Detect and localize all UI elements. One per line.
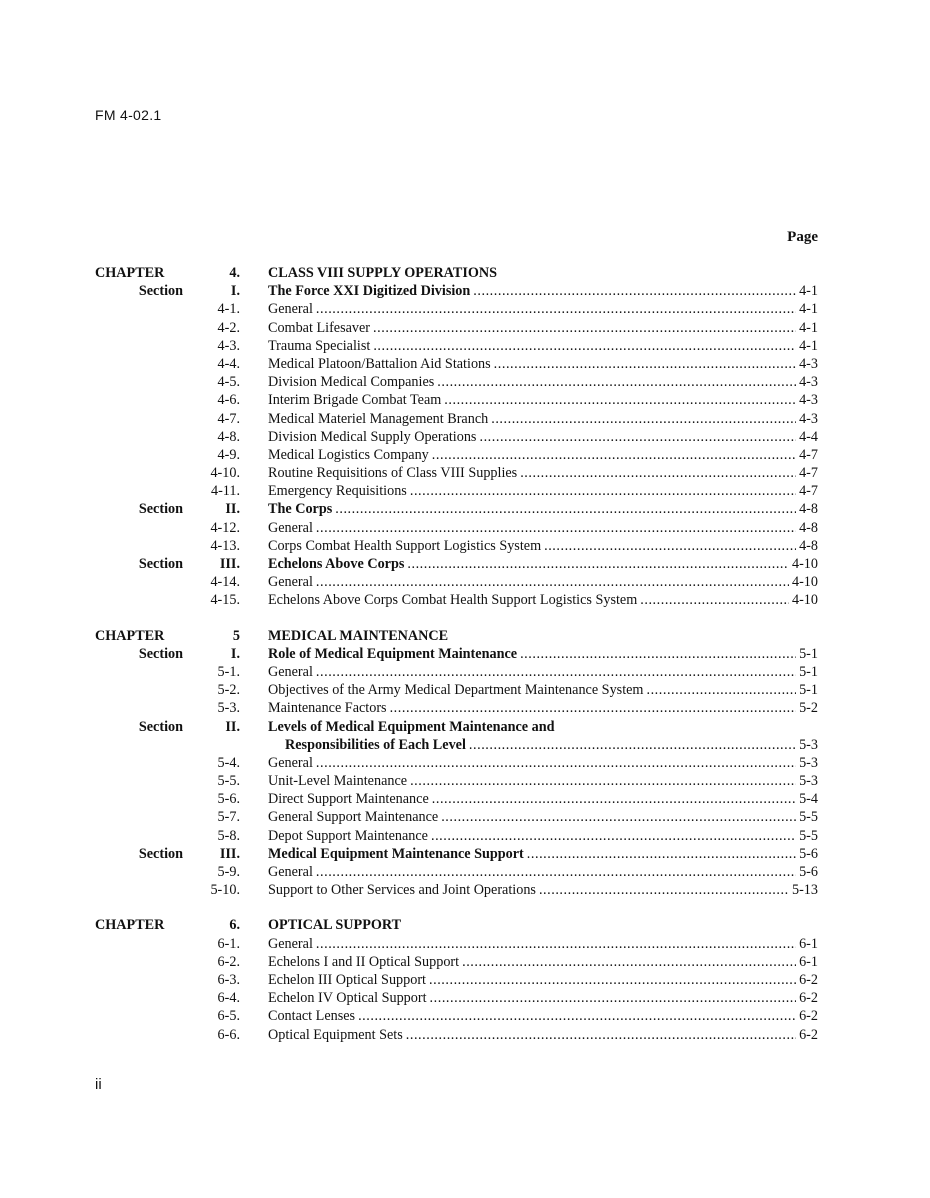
- dot-leader: [444, 391, 796, 409]
- toc-number: 4-7.: [217, 410, 240, 427]
- toc-row-para: [0, 808, 930, 826]
- dot-leader: [527, 845, 796, 863]
- toc-row-section: [0, 645, 930, 663]
- toc-entry-page: 5-1: [799, 682, 818, 699]
- toc-number: 6-1.: [217, 935, 240, 952]
- toc-entry-title: Role of Medical Equipment Maintenance: [268, 645, 518, 662]
- toc-entry-page: 5-5: [799, 827, 818, 844]
- toc-entry: [268, 971, 818, 989]
- toc-entry-page: 5-6: [799, 864, 818, 880]
- section-label: Section: [138, 845, 183, 862]
- toc-number: 4-2.: [217, 319, 240, 336]
- toc-entry-page: 5-6: [799, 845, 818, 862]
- toc-entry-title: General: [268, 754, 313, 771]
- toc-number: I.: [230, 645, 240, 662]
- toc-number: III.: [219, 556, 240, 572]
- toc-number: 4.: [229, 265, 240, 281]
- toc-row-para: [0, 827, 930, 845]
- toc-number: 5: [232, 627, 240, 644]
- toc-number: 4-14.: [210, 574, 240, 591]
- toc-entry-title: General: [268, 935, 313, 952]
- toc-number: 5-7.: [217, 809, 240, 826]
- toc-entry-page: 5-3: [799, 754, 818, 771]
- toc-entry-title: Objectives of the Army Medical Department Maintenance System: [268, 682, 644, 699]
- toc-entry-title: The Corps: [268, 501, 333, 518]
- toc-row-chapter: [0, 916, 930, 934]
- toc-number: 4-4.: [217, 355, 240, 372]
- toc-entry-page: 5-2: [799, 700, 818, 717]
- toc-row-para: [0, 989, 930, 1007]
- toc-entry: [268, 319, 818, 337]
- toc-number: 6-5.: [217, 1008, 240, 1025]
- toc-entry: [268, 772, 818, 790]
- toc-entry: [268, 591, 818, 609]
- toc-entry-page: 6-2: [799, 990, 818, 1007]
- toc-row-section: [0, 282, 930, 300]
- toc-entry-title: Corps Combat Health Support Logistics System: [268, 537, 542, 554]
- toc-entry: [268, 464, 818, 482]
- dot-leader: [473, 282, 796, 300]
- toc-row-para: [0, 482, 930, 500]
- dot-leader: [373, 319, 796, 337]
- toc-row-para: [0, 446, 930, 464]
- toc-number: 4-6.: [217, 392, 240, 409]
- toc-row-para: [0, 754, 930, 772]
- toc-row-para: [0, 355, 930, 373]
- toc-entry: [268, 699, 818, 717]
- toc-entry-page: 5-3: [799, 736, 818, 753]
- toc-row-para: [0, 935, 930, 953]
- toc-entry: [268, 989, 818, 1007]
- toc-entry-title: General: [268, 864, 313, 880]
- toc-entry: [268, 663, 818, 681]
- toc-row-para: [0, 391, 930, 409]
- toc-entry: [268, 373, 818, 391]
- toc-entry-page: 4-4: [799, 428, 818, 445]
- toc-row-para: [0, 863, 930, 881]
- toc-entry: [268, 337, 818, 355]
- toc-entry-title: Medical Logistics Company: [268, 446, 429, 463]
- chapter-label: CHAPTER: [95, 265, 165, 281]
- toc-number: 4-8.: [217, 428, 240, 445]
- toc-number: 5-10.: [210, 882, 240, 899]
- dot-leader: [479, 428, 796, 446]
- toc-entry: [268, 718, 818, 736]
- toc-entry-title: Echelon III Optical Support: [268, 971, 426, 988]
- chapter-label: CHAPTER: [95, 627, 165, 644]
- toc-number: 6-6.: [217, 1026, 240, 1043]
- toc-entry: [268, 537, 818, 555]
- toc-row-section: [0, 500, 930, 518]
- toc-row-section-cont: [0, 736, 930, 754]
- toc-row-chapter: [0, 264, 930, 282]
- toc-entry: [268, 410, 818, 428]
- toc-entry: [268, 519, 818, 537]
- toc-entry-title: Responsibilities of Each Level: [285, 736, 466, 753]
- toc-number: II.: [225, 718, 240, 735]
- toc-entry-page: 4-1: [799, 301, 818, 318]
- dot-leader: [316, 300, 796, 318]
- section-label: Section: [138, 718, 183, 735]
- toc-number: 5-2.: [217, 682, 240, 699]
- dot-leader: [539, 881, 789, 899]
- toc-entry-title: Maintenance Factors: [268, 700, 387, 717]
- toc-entry: [268, 391, 818, 409]
- page-column-heading: Page: [787, 229, 818, 245]
- toc-entry-title: General Support Maintenance: [268, 809, 439, 826]
- toc-entry: [268, 845, 818, 863]
- toc-entry: [268, 627, 818, 645]
- toc-row-para: [0, 663, 930, 681]
- dot-leader: [469, 736, 796, 754]
- toc-entry: [268, 355, 818, 373]
- toc-entry-title: Medical Platoon/Battalion Aid Stations: [268, 355, 491, 372]
- toc-row-para: [0, 373, 930, 391]
- toc-entry-page: 4-10: [791, 574, 818, 591]
- toc-row-section-head: [0, 718, 930, 736]
- toc-row-para: [0, 772, 930, 790]
- toc-entry-page: 6-2: [799, 1008, 818, 1025]
- toc-number: 6-3.: [217, 971, 240, 988]
- toc-entry-page: 4-3: [799, 410, 818, 427]
- toc-entry-title: General: [268, 301, 313, 318]
- toc-entry-page: 5-3: [799, 773, 818, 790]
- toc-entry: [268, 282, 818, 300]
- toc-number: I.: [230, 283, 240, 300]
- toc-entry-page: 4-7: [799, 446, 818, 463]
- dot-leader: [373, 337, 796, 355]
- toc-entry-title: Medical Equipment Maintenance Support: [268, 845, 524, 862]
- dot-leader: [335, 500, 796, 518]
- toc-entry-page: 4-8: [799, 537, 818, 554]
- section-label: Section: [138, 501, 183, 518]
- dot-leader: [462, 953, 796, 971]
- toc-entry-page: 6-1: [799, 935, 818, 952]
- section-label: Section: [138, 283, 183, 300]
- toc-row-chapter: [0, 627, 930, 645]
- dot-leader: [432, 446, 796, 464]
- dot-leader: [640, 591, 789, 609]
- toc-entry-title: General: [268, 574, 313, 591]
- toc-entry-title: General: [268, 663, 313, 680]
- toc-entry-title: Echelons Above Corps: [268, 556, 405, 572]
- toc-row-para: [0, 790, 930, 808]
- toc-row-para: [0, 300, 930, 318]
- dot-leader: [494, 355, 796, 373]
- toc-number: 6-2.: [217, 953, 240, 970]
- toc-row-para: [0, 1007, 930, 1025]
- toc-row-para: [0, 681, 930, 699]
- toc-entry: [268, 555, 818, 573]
- toc-entry-page: 5-1: [799, 645, 818, 662]
- toc-entry: [268, 916, 818, 934]
- dot-leader: [316, 573, 789, 591]
- toc-number: 5-1.: [217, 663, 240, 680]
- toc-entry-page: 5-13: [791, 882, 818, 899]
- toc-number: 4-3.: [217, 337, 240, 354]
- toc-entry: [268, 754, 818, 772]
- toc-entry-page: 4-8: [799, 519, 818, 536]
- toc-entry: [268, 935, 818, 953]
- toc-row-para: [0, 881, 930, 899]
- toc-entry-page: 6-1: [799, 953, 818, 970]
- dot-leader: [429, 971, 796, 989]
- toc-entry-page: 4-7: [799, 483, 818, 500]
- toc-entry: [268, 881, 818, 899]
- toc-entry-title: CLASS VIII SUPPLY OPERATIONS: [268, 265, 498, 281]
- dot-leader: [406, 1026, 796, 1044]
- toc-number: 5-9.: [217, 864, 240, 880]
- toc-entry-title: Medical Materiel Management Branch: [268, 410, 489, 427]
- toc-row-para: [0, 573, 930, 591]
- dot-leader: [431, 827, 796, 845]
- toc-row-para: [0, 953, 930, 971]
- toc-entry-page: 6-2: [799, 1026, 818, 1043]
- dot-leader: [316, 754, 796, 772]
- section-label: Section: [138, 645, 183, 662]
- toc-entry-title: Echelon IV Optical Support: [268, 990, 427, 1007]
- dot-leader: [358, 1007, 796, 1025]
- toc-number: 4-11.: [210, 483, 240, 500]
- toc-number: 4-1.: [217, 301, 240, 318]
- toc-entry: [268, 827, 818, 845]
- toc-entry: [268, 264, 818, 282]
- toc-number: 5-4.: [217, 754, 240, 771]
- toc-row-para: [0, 337, 930, 355]
- dot-leader: [646, 681, 796, 699]
- dot-leader: [410, 482, 796, 500]
- toc-entry-title: Division Medical Companies: [268, 374, 435, 391]
- toc-entry-page: 4-7: [799, 465, 818, 482]
- toc-entry: [268, 573, 818, 591]
- document-id: FM 4-02.1: [95, 107, 162, 123]
- toc-entry-title: OPTICAL SUPPORT: [268, 917, 402, 934]
- toc-entry-title: General: [268, 519, 313, 536]
- toc-number: 4-10.: [210, 465, 240, 482]
- toc-row-para: [0, 410, 930, 428]
- dot-leader: [520, 464, 796, 482]
- toc-number: 6-4.: [217, 990, 240, 1007]
- toc-number: 5-5.: [217, 773, 240, 790]
- toc-entry: [268, 790, 818, 808]
- toc-row-para: [0, 537, 930, 555]
- toc-entry: [268, 482, 818, 500]
- toc-row-para: [0, 319, 930, 337]
- toc-row-section: [0, 845, 930, 863]
- toc-entry-page: 4-3: [799, 392, 818, 409]
- dot-leader: [316, 863, 796, 881]
- toc-entry-title: Trauma Specialist: [268, 337, 371, 354]
- toc-entry-page: 4-1: [799, 337, 818, 354]
- toc-entry: [268, 953, 818, 971]
- dot-leader: [430, 989, 797, 1007]
- toc-entry-page: 5-1: [799, 663, 818, 680]
- toc-entry-title: Direct Support Maintenance: [268, 791, 429, 808]
- toc-entry-title: Combat Lifesaver: [268, 319, 371, 336]
- toc-entry-title: The Force XXI Digitized Division: [268, 283, 471, 300]
- toc-entry: [268, 863, 818, 881]
- toc-entry: [268, 446, 818, 464]
- section-label: Section: [138, 556, 183, 572]
- toc-entry-page: 4-3: [799, 374, 818, 391]
- toc-entry-title: Support to Other Services and Joint Operations: [268, 882, 536, 899]
- dot-leader: [316, 935, 796, 953]
- toc-row-para: [0, 464, 930, 482]
- toc-entry-title: Echelons I and II Optical Support: [268, 953, 460, 970]
- toc-entry-title: Contact Lenses: [268, 1008, 356, 1025]
- toc-entry-page: 5-5: [799, 809, 818, 826]
- toc-entry-page: 4-1: [799, 319, 818, 336]
- toc-row-para: [0, 428, 930, 446]
- toc-entry-page: 4-1: [799, 283, 818, 300]
- toc-row-para: [0, 591, 930, 609]
- toc-entry: [268, 1007, 818, 1025]
- toc-entry: [268, 300, 818, 318]
- page-number: ii: [95, 1076, 102, 1093]
- toc-number: 4-13.: [210, 537, 240, 554]
- dot-leader: [544, 537, 796, 555]
- dot-leader: [410, 772, 796, 790]
- toc-entry-title: Unit-Level Maintenance: [268, 773, 408, 790]
- dot-leader: [441, 808, 796, 826]
- dot-leader: [437, 373, 796, 391]
- toc-entry-page: 5-4: [799, 791, 818, 808]
- toc-number: 4-9.: [217, 446, 240, 463]
- toc-entry-page: 6-2: [799, 971, 818, 988]
- toc-entry: [268, 500, 818, 518]
- toc-number: 5-8.: [217, 827, 240, 844]
- dot-leader: [316, 519, 796, 537]
- toc-number: 5-6.: [217, 791, 240, 808]
- toc-entry-title: Division Medical Supply Operations: [268, 428, 477, 445]
- toc-entry-title: Levels of Medical Equipment Maintenance and: [268, 718, 555, 735]
- toc-entry-title: Routine Requisitions of Class VIII Supplies: [268, 465, 518, 482]
- toc-entry: [268, 808, 818, 826]
- dot-leader: [390, 699, 797, 717]
- dot-leader: [316, 663, 796, 681]
- toc-row-para: [0, 971, 930, 989]
- toc-entry: [268, 645, 818, 663]
- toc-number: 4-5.: [217, 374, 240, 391]
- toc-entry: [268, 681, 818, 699]
- toc-number: 6.: [229, 917, 240, 934]
- toc-number: 4-15.: [210, 592, 240, 609]
- toc-entry: [285, 736, 818, 754]
- toc-entry-page: 4-3: [799, 355, 818, 372]
- toc-number: 5-3.: [217, 700, 240, 717]
- toc-row-para: [0, 699, 930, 717]
- toc-entry: [268, 1026, 818, 1044]
- toc-entry: [268, 428, 818, 446]
- toc-row-para: [0, 519, 930, 537]
- chapter-label: CHAPTER: [95, 917, 165, 934]
- dot-leader: [520, 645, 796, 663]
- toc-entry-title: Depot Support Maintenance: [268, 827, 428, 844]
- toc-entry-page: 4-10: [791, 556, 818, 572]
- toc-entry-title: Interim Brigade Combat Team: [268, 392, 442, 409]
- dot-leader: [407, 555, 789, 573]
- toc-row-para: [0, 1026, 930, 1044]
- toc-entry-page: 4-8: [799, 501, 818, 518]
- toc-number: III.: [219, 845, 240, 862]
- toc-row-section: [0, 555, 930, 573]
- toc-entry-title: Echelons Above Corps Combat Health Support Logistics System: [268, 592, 638, 609]
- dot-leader: [491, 410, 796, 428]
- toc-entry-title: Emergency Requisitions: [268, 483, 407, 500]
- toc-number: 4-12.: [210, 519, 240, 536]
- toc-entry-title: MEDICAL MAINTENANCE: [268, 627, 449, 644]
- toc-number: II.: [225, 501, 240, 518]
- dot-leader: [432, 790, 796, 808]
- table-of-contents: [0, 264, 930, 1044]
- toc-entry-title: Optical Equipment Sets: [268, 1026, 403, 1043]
- toc-entry-page: 4-10: [791, 592, 818, 609]
